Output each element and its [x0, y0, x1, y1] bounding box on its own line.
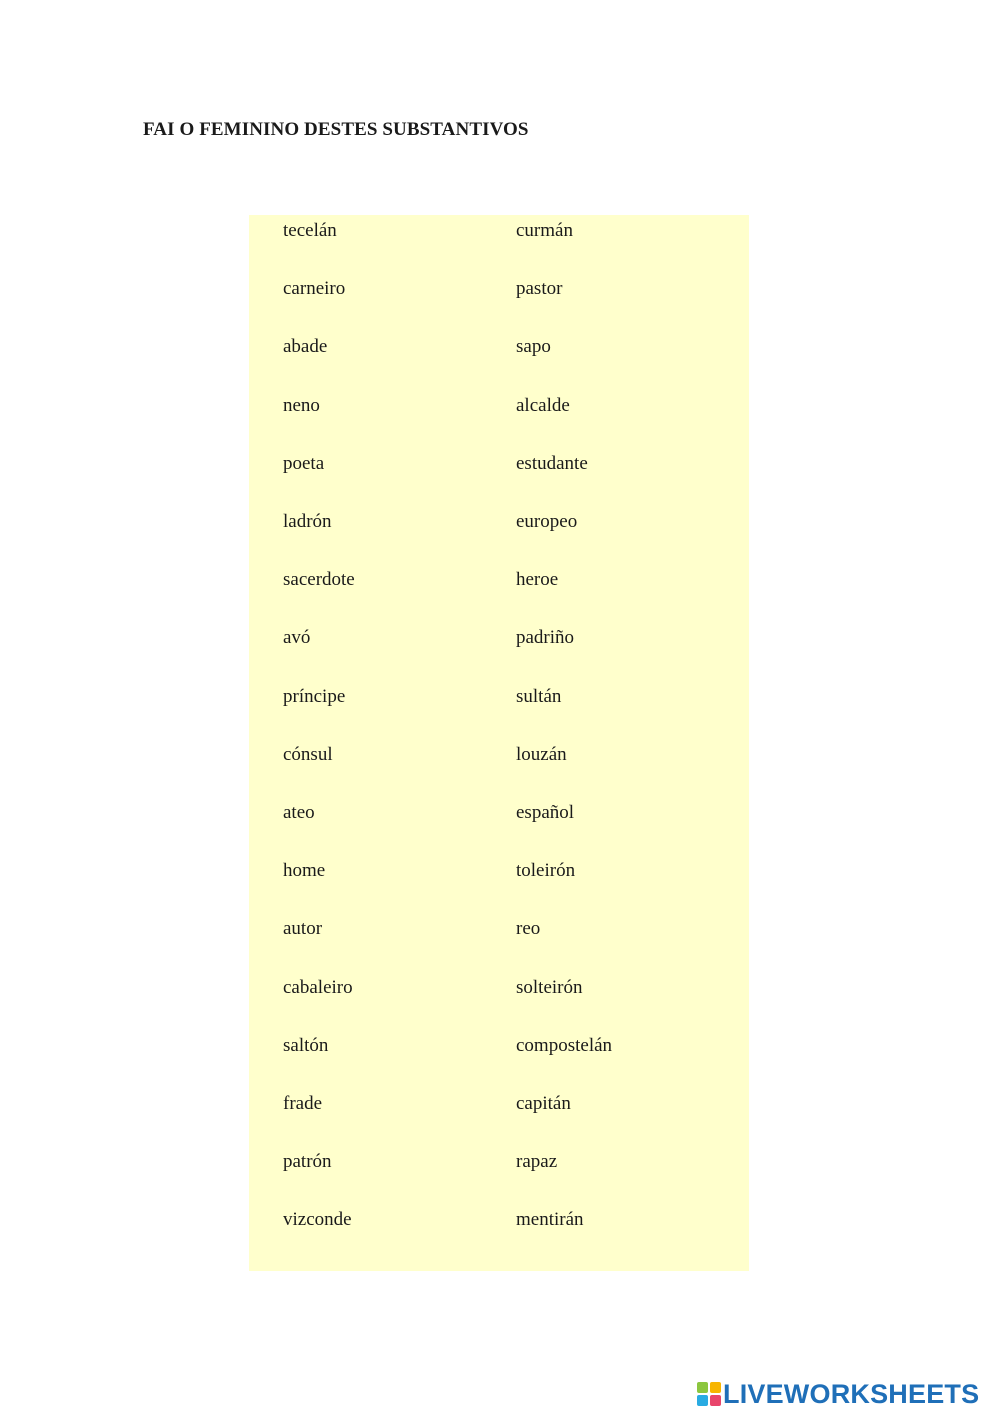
- noun-right: rapaz: [516, 1151, 558, 1173]
- noun-left: vizconde: [283, 1209, 352, 1231]
- word-row: [249, 565, 749, 595]
- word-row: [249, 332, 749, 362]
- noun-left: cabaleiro: [283, 976, 353, 998]
- word-row: [249, 623, 749, 653]
- word-row: [249, 507, 749, 537]
- word-row: [249, 1031, 749, 1061]
- noun-left: home: [283, 860, 326, 882]
- noun-right: heroe: [516, 569, 559, 591]
- word-row: [249, 1147, 749, 1177]
- logo-square: [697, 1395, 708, 1406]
- noun-right: español: [516, 802, 575, 823]
- noun-left: saltón: [283, 1034, 329, 1056]
- liveworksheets-logo-icon: [697, 1382, 721, 1406]
- word-list-box: [249, 215, 749, 1271]
- noun-left: carneiro: [283, 278, 346, 300]
- logo-square: [710, 1395, 721, 1406]
- noun-right: alcalde: [516, 394, 570, 416]
- word-row: [249, 798, 749, 828]
- noun-left: tecelán: [283, 220, 337, 241]
- logo-square: [697, 1382, 708, 1393]
- noun-right: sultán: [516, 685, 562, 707]
- noun-right: solteirón: [516, 976, 583, 998]
- noun-right: capitán: [516, 1093, 571, 1114]
- word-row: [249, 682, 749, 712]
- noun-right: estudante: [516, 452, 588, 474]
- noun-right: padriño: [516, 627, 575, 649]
- word-row: [249, 449, 749, 479]
- noun-left: ateo: [283, 802, 315, 823]
- noun-left: abade: [283, 336, 328, 358]
- liveworksheets-logo: [697, 1378, 979, 1410]
- noun-left: príncipe: [283, 685, 346, 707]
- noun-left: cónsul: [283, 743, 333, 765]
- noun-left: ladrón: [283, 511, 332, 532]
- word-row: [249, 391, 749, 421]
- noun-right: curmán: [516, 220, 573, 241]
- word-row: [249, 1205, 749, 1235]
- noun-left: patrón: [283, 1151, 332, 1173]
- noun-left: poeta: [283, 452, 325, 474]
- noun-right: mentirán: [516, 1209, 584, 1231]
- noun-right: louzán: [516, 743, 567, 765]
- noun-left: avó: [283, 627, 311, 649]
- noun-left: neno: [283, 394, 320, 416]
- word-row: [249, 914, 749, 944]
- noun-right: pastor: [516, 278, 563, 300]
- logo-square: [710, 1382, 721, 1393]
- noun-right: sapo: [516, 336, 551, 358]
- word-row: [249, 274, 749, 304]
- worksheet-title: FAI O FEMININO DESTES SUBSTANTIVOS: [143, 119, 529, 140]
- word-row: [249, 973, 749, 1003]
- word-row: [249, 216, 749, 246]
- noun-right: compostelán: [516, 1034, 613, 1056]
- noun-right: europeo: [516, 511, 578, 532]
- noun-left: sacerdote: [283, 569, 355, 591]
- logo-text: LIVEWORKSHEETS: [723, 1378, 980, 1409]
- noun-left: frade: [283, 1093, 323, 1114]
- word-row: [249, 740, 749, 770]
- noun-right: toleirón: [516, 860, 576, 882]
- noun-right: reo: [516, 918, 541, 940]
- word-row: [249, 1089, 749, 1119]
- word-row: [249, 856, 749, 886]
- noun-left: autor: [283, 918, 323, 940]
